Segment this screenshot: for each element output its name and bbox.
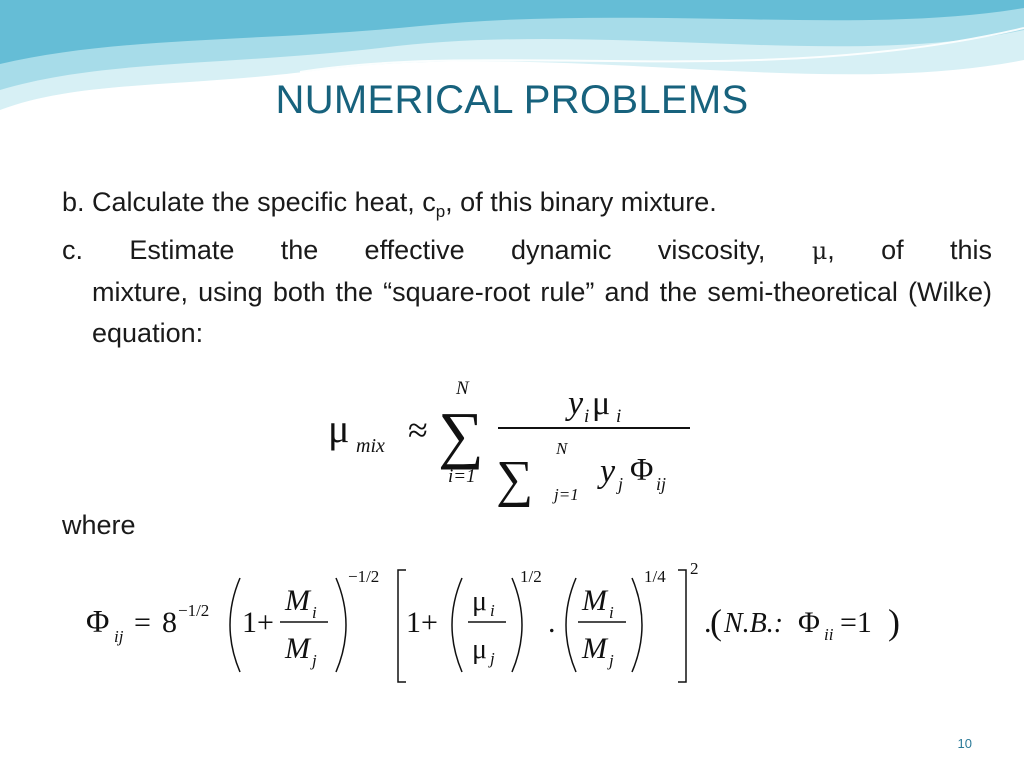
eq1-numerator-y: y: [568, 385, 584, 422]
eq2-M-i-num-sub: i: [312, 603, 317, 622]
eq2-M-j-den: M: [285, 632, 310, 665]
eq2-phi: Φ: [86, 603, 110, 639]
eq1-den-sum-symbol: ∑: [496, 451, 534, 508]
eq2-mu-i-sub: i: [490, 601, 495, 620]
item-c-prefix: c. Estimate the effective dynamic viscosity,: [62, 235, 766, 265]
page-number: 10: [957, 736, 972, 751]
slide-title: NUMERICAL PROBLEMS: [275, 78, 749, 122]
eq1-sum-lower: i=1: [448, 466, 476, 487]
eq2-left-bracket: [398, 570, 406, 682]
eq2-note-eq: =1: [840, 606, 872, 639]
eq2-exp3: 1/2: [520, 567, 542, 586]
bullet-item-c: [62, 230, 992, 354]
eq2-eight: 8: [162, 606, 177, 639]
eq2-equals: =: [134, 606, 151, 639]
eq2-M-j-den-2-sub: j: [609, 651, 614, 670]
eq1-sum-symbol: ∑: [438, 399, 484, 470]
item-c-suffix: , of this: [827, 235, 992, 265]
eq1-den-y-sub: j: [618, 474, 624, 494]
bullet-item-b: [62, 182, 962, 223]
eq2-mu-j: μ: [472, 634, 488, 665]
eq2-mu-i: μ: [472, 586, 488, 617]
eq2-left-paren-1: [230, 578, 240, 672]
eq1-den-phi: Φ: [630, 451, 654, 487]
eq2-right-paren-1: [336, 578, 346, 672]
item-c-line1: [62, 230, 992, 272]
eq2-note-phi-sub: ii: [824, 625, 834, 644]
eq2-one-plus-2: 1+: [406, 606, 438, 639]
item-c-mu-symbol: μ: [811, 237, 828, 265]
item-b-prefix: b. Calculate the specific heat, c: [62, 187, 436, 217]
item-b-suffix: , of this binary mixture.: [445, 187, 717, 217]
eq2-note-close-paren: ): [888, 602, 900, 642]
eq1-den-phi-sub: ij: [656, 474, 667, 494]
item-b-subscript: p: [435, 202, 446, 221]
eq2-mu-j-sub: j: [490, 649, 495, 668]
eq1-approx: ≈: [408, 410, 428, 450]
eq2-note-text: N.B.:: [724, 608, 784, 639]
eq1-mu: μ: [328, 406, 350, 451]
eq1-den-y: y: [600, 453, 616, 490]
eq2-exp1: −1/2: [178, 601, 210, 620]
eq2-exp4: 1/4: [644, 567, 666, 586]
eq2-exp2: −1/2: [348, 567, 380, 586]
eq2-M-i-num-2: M: [582, 584, 607, 617]
eq2-M-j-den-2: M: [582, 632, 607, 665]
eq2-right-paren-3: [632, 578, 642, 672]
eq2-M-i-num: M: [285, 584, 310, 617]
eq2-left-paren-2: [452, 578, 462, 672]
eq1-numerator-mu-sub: i: [616, 406, 622, 427]
eq2-right-paren-2: [512, 578, 522, 672]
eq1-den-sum-upper: N: [556, 439, 568, 458]
eq1-numerator-y-sub: i: [584, 406, 590, 427]
viscosity-mixing-equation: [320, 370, 710, 510]
eq1-numerator-mu: μ: [592, 385, 611, 422]
eq1-mix-subscript: mix: [356, 435, 385, 457]
eq2-right-bracket: [678, 570, 686, 682]
eq2-exp5: 2: [690, 560, 699, 578]
wilke-phi-equation: [80, 560, 940, 690]
eq2-note-phi: Φ: [798, 606, 820, 639]
eq1-den-sum-lower: j=1: [554, 485, 579, 504]
eq2-left-paren-3: [566, 578, 576, 672]
eq2-dot: .: [548, 606, 556, 639]
eq1-sum-upper: N: [456, 378, 469, 399]
item-c-rest: mixture, using both the “square-root rule” and the semi-theoretical (Wilke) equation:: [92, 277, 992, 348]
eq2-M-i-num-2-sub: i: [609, 603, 614, 622]
where-label: where: [62, 510, 136, 540]
eq2-phi-sub: ij: [114, 627, 124, 646]
eq2-M-j-den-sub: j: [312, 651, 317, 670]
eq2-note-dot: .: [704, 606, 712, 639]
eq2-note-open-paren: (: [710, 602, 722, 642]
eq2-one-plus-1: 1+: [242, 606, 274, 639]
